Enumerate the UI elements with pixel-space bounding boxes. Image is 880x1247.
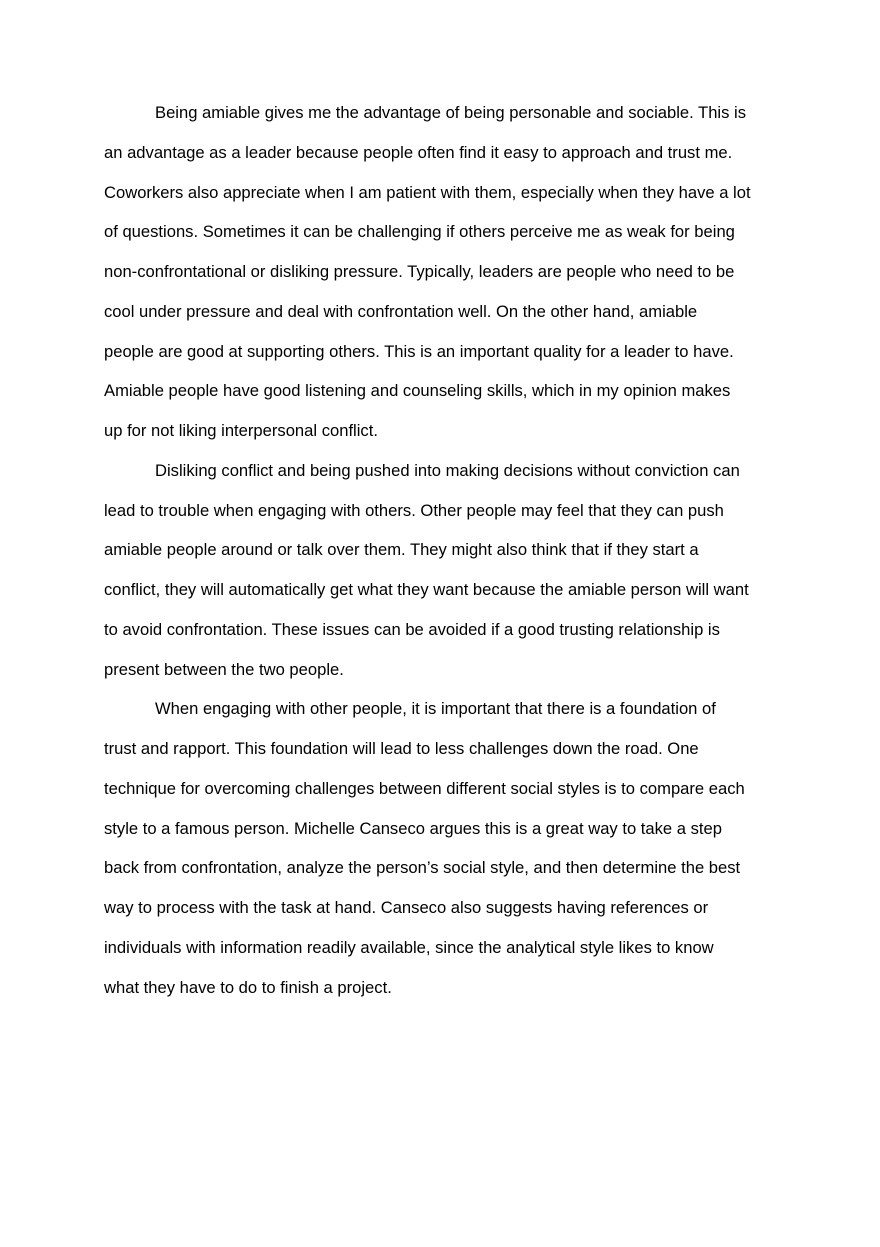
paragraph-3 [104, 689, 784, 1007]
paragraph-line: trust and rapport. This foundation will lead to less challenges down the road. One [104, 739, 699, 758]
paragraph-line: Being amiable gives me the advantage of being personable and sociable. This is [155, 103, 746, 122]
paragraph-line: cool under pressure and deal with confrontation well. On the other hand, amiable [104, 301, 698, 321]
paragraph-line: conflict, they will automatically get what they want because the amiable person will want [104, 580, 749, 599]
paragraph-line: present between the two people. [104, 659, 344, 679]
document-body [104, 93, 784, 1007]
paragraph-line: up for not liking interpersonal conflict. [104, 421, 378, 440]
paragraph-line: back from confrontation, analyze the person’s social style, and then determine the best [104, 858, 741, 878]
paragraph-line: Coworkers also appreciate when I am patient with them, especially when they have a lot [104, 182, 751, 202]
paragraph-line: amiable people around or talk over them. They might also think that if they start a [104, 540, 699, 560]
paragraph-line: an advantage as a leader because people often find it easy to approach and trust me. [104, 142, 733, 162]
paragraph-line: to avoid confrontation. These issues can be avoided if a good trusting relationship is [104, 619, 720, 639]
paragraph-line: Amiable people have good listening and counseling skills, which in my opinion makes [104, 381, 731, 401]
paragraph-line: what they have to do to finish a project. [104, 977, 392, 997]
paragraph-line: non-confrontational or disliking pressure. Typically, leaders are people who need to be [104, 262, 735, 281]
paragraph-line: of questions. Sometimes it can be challenging if others perceive me as weak for being [104, 222, 735, 242]
paragraph-2 [104, 451, 784, 690]
paragraph-line: style to a famous person. Michelle Canseco argues this is a great way to take a step [104, 818, 722, 838]
paragraph-line: When engaging with other people, it is important that there is a foundation of [155, 699, 716, 719]
paragraph-1 [104, 93, 784, 451]
paragraph-line: people are good at supporting others. This is an important quality for a leader to have. [104, 341, 734, 361]
paragraph-line: way to process with the task at hand. Canseco also suggests having references or [104, 898, 709, 917]
paragraph-line: technique for overcoming challenges between different social styles is to compare each [104, 778, 745, 798]
paragraph-line: lead to trouble when engaging with others. Other people may feel that they can push [104, 500, 724, 520]
paragraph-line: individuals with information readily available, since the analytical style likes to know [104, 937, 714, 957]
paragraph-line: Disliking conflict and being pushed into making decisions without conviction can [155, 460, 740, 480]
